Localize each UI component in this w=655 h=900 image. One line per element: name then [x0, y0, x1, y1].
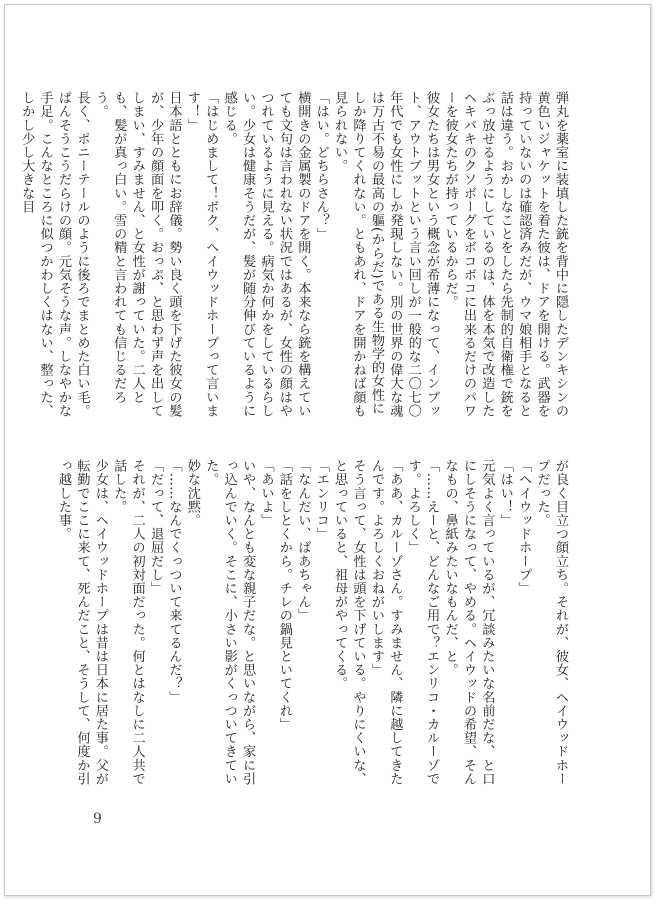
- book-page: [4, 4, 651, 896]
- upper-text-block: 弾丸を薬室に装填した銃を背中に隠したデンキシンの黄色いジャケットを着た彼は、ドアを開ける。武器を持っていないのは確認済みだが、ウマ娘相手となると話は違う。おかしなことをしたら先制的自衛権で銃をぶっ放せるようにしているのは、体を本気で改造したヘキバキのクソボーグをボコボコに出来るだけのパワーを彼女たちが持っているからだ。 彼女たちは男女という概念が希薄になって、インブット、アウトブットという言い回しが一般的な二〇七〇年代でも女性にしか発現しない。別の世界の偉大な魂は万古不易の最高の軀(からだ)である生物学的女性にしか降りてくれない。ともあれ、ドアを開かねば顔も見られない。 「はい。どちらさん？」 横開きの金属製のドアを開く。本来なら銃を構えていても文句は言われない状況ではあるが、女性の顔はやつれているように見える。病気か何かをしているらしい。少女は健康そうだが、髪が随分伸びているように感じる。 「はじめまして！ボク、ヘイウッドホープって言います！」 日本語とともにお辞儀。勢い良く頭を下げた彼女の髪が、少年の顔面を叩く。おっぷ、と思わず声を出してしまい、すみません、と女性が謝っていた。二人とも、髪が真っ白い。雪の精と言われても信じるだろう。 長く、ポニーテールのように後ろでまとめた白い毛。ぱんそうこうだらけの顔。元気そうな声。しなやかな手足。こんなところに似つかわしくはない、整った、しかし少し大きな目: [19, 91, 568, 418]
- lower-text-block: が良く目立つ顔立ち。それが、彼女、ヘイウッドホープだった。 「ヘイウッドホープ」 「はい！」 元気よく言っているが、冗談みたいな名前だな、と口にしそうになって、やめる。ヘイウッドの希望、そんなもの、鼻紙みたいなもんだ、と。 「……えーと、どんなご用で？エンリコ・カルーゾです。よろしく」 「ああ、カルーゾさん。すみません、隣に越してきたんです。よろしくおねがいします」 そう言って、女性は頭を下げている。やりにくいな、と思っていると、祖母がやってくる。 「エンリコ」 「なんだい、ばあちゃん」 「話をしとくから。チレの鍋見といてくれ」 「あいよ」 いや、なんとも変な親子だな。と思いながら、家に引っ込んでいく。そこに、小さい影がくっついてきていた。 妙な沈黙。 「……なんでくっついて来てるんだ？」 「だって、退屈だし」 それが、二人の初対面だった。何とはなしに二人共で話した。 少女は、ヘイウッドホープは昔は日本に居た事。父が転勤でここに来て、死んだこと、そうして、何度か引っ越した事。: [56, 459, 568, 786]
- page-number: 9: [93, 811, 102, 827]
